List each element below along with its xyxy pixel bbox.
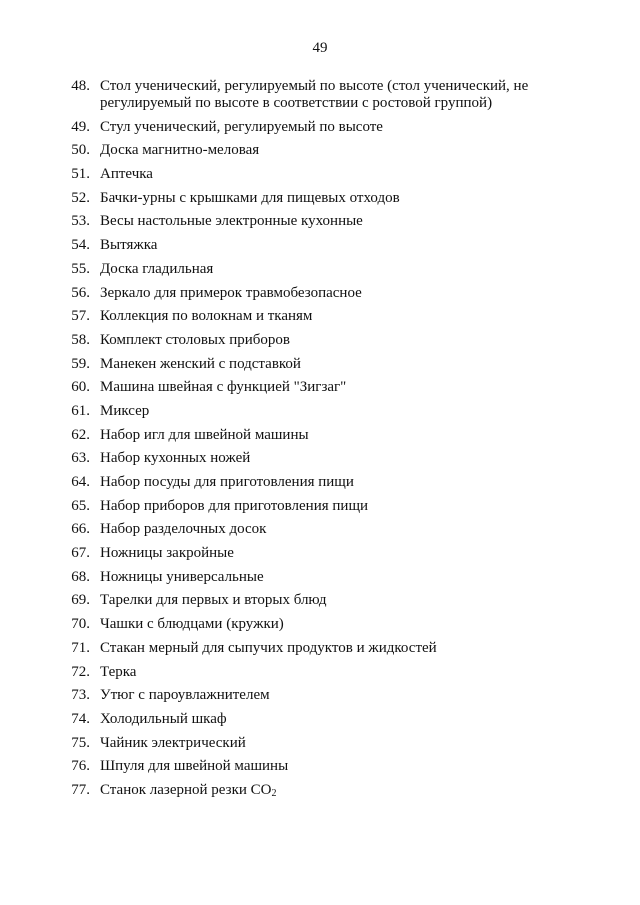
list-item — [0, 403, 640, 420]
list-item — [0, 640, 640, 657]
item-text: Доска гладильная — [100, 260, 214, 277]
list-item — [0, 332, 640, 349]
item-text: Ножницы универсальные — [100, 568, 264, 585]
list-item — [0, 285, 640, 302]
item-number: 68. — [71, 568, 90, 585]
item-text: Зеркало для примерок травмобезопасное — [100, 284, 362, 301]
list-item — [0, 711, 640, 728]
item-text: Чашки с блюдцами (кружки) — [100, 616, 284, 633]
list-item — [0, 664, 640, 681]
list-item — [0, 569, 640, 586]
item-number: 56. — [71, 284, 90, 301]
item-number: 60. — [71, 379, 90, 396]
equipment-list — [0, 78, 640, 809]
item-text: Машина швейная с функцией "Зигзаг" — [100, 379, 347, 396]
item-number: 65. — [71, 497, 90, 514]
list-item — [0, 592, 640, 609]
item-number: 76. — [71, 758, 90, 775]
item-number: 53. — [71, 213, 90, 230]
list-item — [0, 166, 640, 183]
item-text: Манекен женский с подставкой — [100, 355, 301, 372]
page-number: 49 — [312, 40, 328, 56]
list-item — [0, 735, 640, 752]
list-item — [0, 261, 640, 278]
item-text-subscript: 2 — [271, 787, 277, 799]
item-text-main: Станок лазерной резки СО — [100, 781, 272, 798]
list-item — [0, 119, 640, 136]
item-text: Бачки-урны с крышками для пищевых отходов — [100, 189, 400, 206]
list-item — [0, 427, 640, 444]
item-number: 69. — [71, 592, 90, 609]
item-number: 73. — [71, 687, 90, 704]
item-text: Ножницы закройные — [100, 545, 234, 562]
item-number: 75. — [71, 734, 90, 751]
item-number: 51. — [71, 166, 90, 183]
item-number: 59. — [71, 355, 90, 372]
list-item — [0, 308, 640, 325]
item-text: Набор посуды для приготовления пищи — [100, 474, 354, 490]
item-number: 49. — [71, 118, 90, 135]
list-item — [0, 190, 640, 207]
item-text — [100, 782, 530, 802]
item-text: Стакан мерный для сыпучих продуктов и жидкостей — [100, 639, 437, 656]
item-number: 57. — [71, 308, 90, 325]
item-number: 64. — [71, 474, 90, 490]
item-text: Весы настольные электронные кухонные — [100, 213, 363, 230]
list-item — [0, 213, 640, 230]
item-number: 54. — [71, 237, 90, 254]
item-number: 66. — [71, 521, 90, 538]
item-number: 77. — [71, 781, 90, 798]
list-item — [0, 474, 640, 491]
item-text: Утюг с пароувлажнителем — [100, 687, 270, 704]
item-text: Аптечка — [100, 166, 153, 183]
list-item — [0, 687, 640, 704]
item-number: 71. — [71, 639, 90, 656]
item-number: 62. — [71, 426, 90, 443]
item-number: 67. — [71, 545, 90, 562]
item-number: 55. — [71, 260, 90, 277]
item-text: Доска магнитно-меловая — [100, 142, 260, 159]
item-number: 72. — [71, 663, 90, 680]
item-text: Миксер — [100, 402, 150, 419]
item-number: 61. — [71, 402, 90, 419]
item-number: 63. — [71, 450, 90, 467]
item-text: Коллекция по волокнам и тканям — [100, 308, 313, 325]
item-text: Набор игл для швейной машины — [100, 426, 309, 443]
item-text: Чайник электрический — [100, 734, 246, 751]
item-text: Набор приборов для приготовления пищи — [100, 497, 369, 514]
item-text: Шпуля для швейной машины — [100, 758, 289, 775]
list-item — [0, 450, 640, 467]
list-item — [0, 379, 640, 396]
item-number: 74. — [71, 710, 90, 727]
item-text: Холодильный шкаф — [100, 710, 227, 727]
item-text: Стул ученический, регулируемый по высоте — [100, 118, 383, 135]
list-item — [0, 521, 640, 538]
item-text: Комплект столовых приборов — [100, 331, 291, 348]
list-item — [0, 498, 640, 515]
item-number: 70. — [71, 616, 90, 633]
list-item — [0, 356, 640, 373]
item-text: Набор кухонных ножей — [100, 450, 251, 467]
item-text: Вытяжка — [100, 237, 158, 254]
list-item — [0, 758, 640, 775]
list-item — [0, 545, 640, 562]
item-number: 48. — [71, 78, 90, 94]
item-number: 50. — [71, 142, 90, 159]
item-text: Стол ученический, регулируемый по высоте (стол ученический, не регулируемый по высоте в соответствии с ростовой группой) — [100, 78, 529, 111]
item-text: Набор разделочных досок — [100, 521, 267, 538]
list-item — [0, 782, 640, 802]
list-item — [0, 616, 640, 633]
item-number: 52. — [71, 189, 90, 206]
list-item — [0, 78, 640, 112]
item-text: Тарелки для первых и вторых блюд — [100, 592, 327, 609]
item-text: Терка — [100, 663, 137, 680]
list-item — [0, 237, 640, 254]
item-number: 58. — [71, 331, 90, 348]
list-item — [0, 142, 640, 159]
